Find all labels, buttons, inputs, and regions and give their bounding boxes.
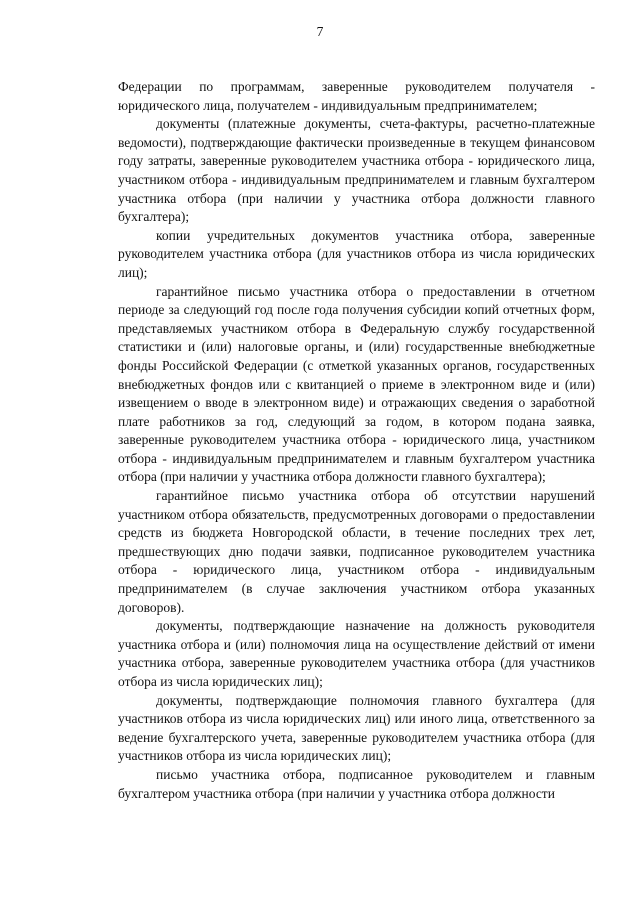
paragraph-chief-accountant-authority: документы, подтверждающие полномочия главного бухгалтера (для участников отбора из числа юридических лиц) или иного лица, ответственного за ведение бухгалтерского учета, заверенные руководителем участника отбора (для участников отбора из числа юридических лиц);: [118, 692, 595, 764]
paragraph-founding-documents: копии учредительных документов участника отбора, заверенные руководителем участника отбора (для участников отбора из числа юридических лиц);: [118, 227, 595, 280]
paragraph-guarantee-letter-violations: гарантийное письмо участника отбора об отсутствии нарушений участником отбора обязательств, предусмотренных договорами о предоставлении средств из бюджета Новгородской области, в течение последних трех лет, предшествующих дню подачи заявки, подписанное руководителем участника отбора - юридического лица, участником отбора - индивидуальным предпринимателем (в случае заключения участником отбора указанных договоров).: [118, 488, 595, 615]
paragraph-payment-documents: документы (платежные документы, счета-фактуры, расчетно-платежные ведомости), подтверждающие фактически произведенные в текущем финансовом году затраты, заверенные руководителем участника отбора - юридического лица, участником отбора - индивидуальным предпринимателем и главным бухгалтером участника отбора (при наличии у участника отбора должности главного бухгалтера);: [118, 116, 595, 225]
paragraph-guarantee-letter-reports: гарантийное письмо участника отбора о предоставлении в отчетном периоде за следующий год после года получения субсидии копий отчетных форм, представляемых участником отбора в Федеральную службу государственной статистики и (или) налоговые органы, и (или) государственные внебюджетные фонды Российской Федерации (с отметкой указанных органов, государственных внебюджетных фондов или с квитанцией о приеме в электронном виде и (или) извещением о вводе в электронном виде) и отражающих сведения о заработной плате работников за год, следующий за годом, в котором подана заявка, заверенные руководителем участника отбора - юридического лица, участником отбора - индивидуальным предпринимателем и главным бухгалтером участника отбора (при наличии у участника отбора должности главного бухгалтера);: [118, 283, 595, 485]
paragraph-signed-letter: письмо участника отбора, подписанное руководителем и главным бухгалтером участника отбора (при наличии у участника отбора должности: [118, 766, 595, 801]
page-number: 7: [316, 24, 324, 39]
paragraph-head-appointment-documents: документы, подтверждающие назначение на должность руководителя участника отбора и (или) полномочия лица на осуществление действий от имени участника отбора, заверенные руководителем участника отбора (для участников отбора из числа юридических лиц);: [118, 618, 595, 689]
document-body: [118, 78, 595, 803]
paragraph-continuation: Федерации по программам, заверенные руководителем получателя - юридического лица, получателем - индивидуальным предпринимателем;: [118, 79, 595, 113]
